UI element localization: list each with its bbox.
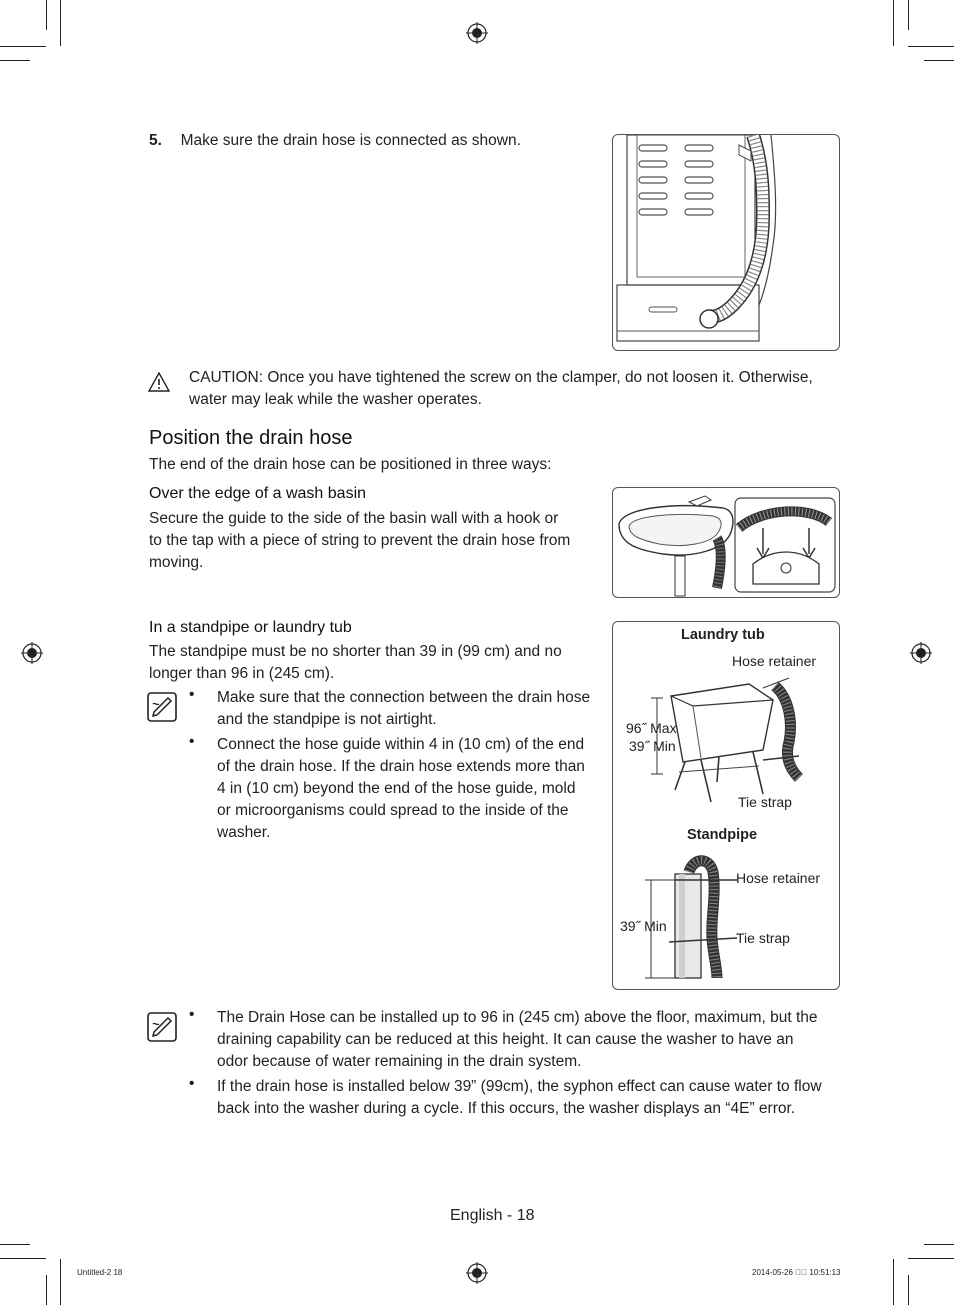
standpipe-line: The standpipe must be no shorter than 39 in (99 cm) and no	[149, 643, 562, 660]
standpipe-bullet	[217, 734, 602, 844]
bottom-note	[217, 1007, 847, 1073]
step-5	[149, 130, 521, 152]
standpipe-description	[149, 641, 599, 685]
crop-mark	[908, 1258, 954, 1259]
crop-mark	[0, 1258, 46, 1259]
section-intro: The end of the drain hose can be positioned in three ways:	[149, 456, 552, 473]
caution-message: : Once you have tightened the screw on the clamper, do not loosen it. Otherwise,	[258, 369, 813, 386]
note-pencil-icon	[147, 692, 177, 722]
registration-mark-icon	[21, 642, 43, 664]
crop-mark	[893, 1259, 894, 1305]
crop-mark	[0, 1244, 30, 1245]
standpipe-bullet	[217, 687, 602, 731]
crop-mark	[60, 0, 61, 46]
crop-mark	[0, 46, 46, 47]
wash-basin-illustration	[613, 488, 839, 597]
wash-basin-figure	[612, 487, 840, 598]
step-number: 5.	[149, 132, 162, 149]
basin-line: to the tap with a piece of string to prevent the drain hose from	[149, 532, 571, 549]
crop-mark	[908, 1275, 909, 1305]
bullet-line: 4 in (10 cm) beyond the end of the hose guide, mold	[217, 780, 576, 797]
caution-label: CAUTION	[189, 369, 259, 386]
bullet-line: Connect the hose guide within 4 in (10 cm) of the end	[217, 736, 585, 753]
slug-left: Untitled-2 18	[77, 1268, 123, 1277]
tub-tie-strap-label: Tie strap	[738, 794, 792, 810]
crop-mark	[0, 60, 30, 61]
crop-mark	[908, 0, 909, 30]
bullet-mark: •	[189, 733, 195, 750]
tub-hose-retainer-label: Hose retainer	[732, 653, 817, 669]
laundry-tub-title: Laundry tub	[681, 627, 765, 643]
section-title: Position the drain hose	[149, 427, 353, 449]
crop-mark	[893, 0, 894, 46]
registration-mark-icon	[466, 22, 488, 44]
standpipe-heading: In a standpipe or laundry tub	[149, 619, 352, 636]
standpipe-title: Standpipe	[687, 827, 758, 843]
standpipe-hose-retainer-label: Hose retainer	[736, 870, 821, 886]
error-code: 4E	[730, 1100, 750, 1117]
crop-mark	[46, 0, 47, 30]
note-line: If the drain hose is installed below 39” (99cm), the syphon effect can cause water to flow	[217, 1078, 822, 1095]
bullet-mark: •	[189, 1075, 195, 1092]
registration-mark-icon	[466, 1262, 488, 1284]
bullet-line: or microorganisms could spread to the inside of the	[217, 802, 569, 819]
standpipe-tie-strap-label: Tie strap	[736, 930, 790, 946]
bullet-mark: •	[189, 1006, 195, 1023]
note-line: The Drain Hose can be installed up to 96 in (245 cm) above the floor, maximum, but the	[217, 1009, 818, 1026]
note-pencil-icon	[147, 1012, 177, 1042]
bullet-mark: •	[189, 686, 195, 703]
warning-triangle-icon	[148, 372, 170, 392]
registration-mark-icon	[910, 642, 932, 664]
note-line: odor because of water remaining in the drain system.	[217, 1053, 582, 1070]
bullet-line: and the standpipe is not airtight.	[217, 711, 437, 728]
washer-back-illustration	[613, 135, 839, 350]
crop-mark	[924, 60, 954, 61]
crop-mark	[46, 1275, 47, 1305]
note-line: back into the washer during a cycle. If this occurs, the washer displays an “	[217, 1100, 731, 1117]
bullet-line: washer.	[217, 824, 271, 841]
laundry-tub-standpipe-figure	[612, 621, 840, 990]
standpipe-line: longer than 96 in (245 cm).	[149, 665, 335, 682]
slug-right: 2014-05-26 ￿￿ 10:51:13	[752, 1268, 841, 1277]
standpipe-min-label: 39˝ Min	[620, 918, 667, 934]
note-line: draining capability can be reduced at this height. It can cause the washer to have an	[217, 1031, 794, 1048]
basin-line: Secure the guide to the side of the basin wall with a hook or	[149, 510, 559, 527]
caution-message-line2: water may leak while the washer operates.	[189, 391, 482, 408]
caution-text	[189, 367, 839, 411]
bullet-line: of the drain hose. If the drain hose extends more than	[217, 758, 585, 775]
step-text: Make sure the drain hose is connected as shown.	[180, 132, 521, 149]
crop-mark	[60, 1259, 61, 1305]
bullet-line: Make sure that the connection between the drain hose	[217, 689, 591, 706]
crop-mark	[908, 46, 954, 47]
tub-max-label: 96˝ Max	[626, 720, 677, 736]
tub-min-label: 39˝ Min	[629, 738, 676, 754]
basin-description	[149, 508, 589, 574]
error-suffix: ” error.	[749, 1100, 796, 1117]
basin-heading: Over the edge of a wash basin	[149, 485, 367, 502]
bottom-note	[217, 1076, 847, 1120]
crop-mark	[924, 1244, 954, 1245]
basin-line: moving.	[149, 554, 204, 571]
washer-drain-hose-figure	[612, 134, 840, 351]
page-number: English - 18	[450, 1207, 535, 1224]
